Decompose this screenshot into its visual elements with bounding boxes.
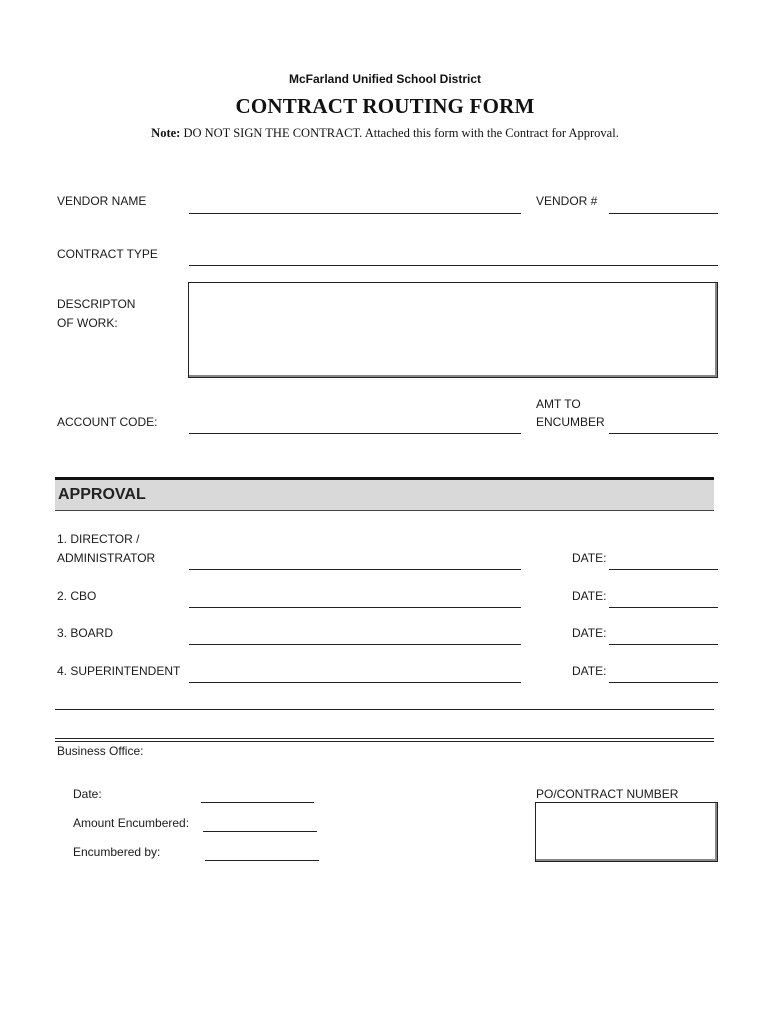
po-contract-number-label: PO/CONTRACT NUMBER: [536, 787, 679, 801]
encumbered-by-input[interactable]: [205, 840, 319, 861]
contract-type-input[interactable]: [189, 245, 718, 266]
po-contract-number-input[interactable]: [535, 802, 718, 862]
approval-heading: APPROVAL: [58, 486, 146, 503]
board-signature-input[interactable]: [189, 624, 521, 645]
approval-header: [55, 477, 714, 511]
cbo-date-label: DATE:: [572, 589, 607, 603]
section-divider: [55, 709, 714, 710]
business-date-label: Date:: [73, 787, 102, 801]
amt-label-line2: ENCUMBER: [536, 415, 605, 429]
director-label-line2: ADMINISTRATOR: [57, 551, 156, 565]
note-text: DO NOT SIGN THE CONTRACT. Attached this form with the Contract for Approval.: [183, 126, 619, 140]
note-label: Note:: [151, 126, 181, 140]
board-label: 3. BOARD: [57, 626, 114, 640]
board-date-input[interactable]: [609, 624, 718, 645]
encumbered-by-label: Encumbered by:: [73, 845, 161, 859]
amt-label-line1: AMT TO: [536, 397, 581, 411]
amount-encumbered-input[interactable]: [203, 811, 317, 832]
superintendent-date-input[interactable]: [609, 662, 718, 683]
description-label-line1: DESCRIPTON: [57, 297, 136, 311]
director-date-input[interactable]: [609, 549, 718, 570]
account-code-label: ACCOUNT CODE:: [57, 415, 158, 429]
contract-type-label: CONTRACT TYPE: [57, 247, 158, 261]
form-title: CONTRACT ROUTING FORM: [235, 94, 535, 118]
director-label-line1: 1. DIRECTOR /: [57, 532, 140, 546]
business-office-heading: Business Office:: [57, 744, 144, 758]
vendor-name-label: VENDOR NAME: [57, 194, 147, 208]
board-date-label: DATE:: [572, 626, 607, 640]
double-divider-top: [55, 738, 714, 739]
cbo-label: 2. CBO: [57, 589, 97, 603]
director-signature-input[interactable]: [189, 549, 521, 570]
district-name: McFarland Unified School District: [288, 72, 482, 86]
amt-to-encumber-input[interactable]: [609, 413, 718, 434]
vendor-number-input[interactable]: [609, 193, 718, 214]
cbo-date-input[interactable]: [609, 587, 718, 608]
vendor-number-label: VENDOR #: [536, 194, 598, 208]
superintendent-label: 4. SUPERINTENDENT: [57, 664, 181, 678]
double-divider-bottom: [55, 741, 714, 742]
cbo-signature-input[interactable]: [189, 587, 521, 608]
amount-encumbered-label: Amount Encumbered:: [73, 816, 190, 830]
account-code-input[interactable]: [189, 413, 521, 434]
vendor-name-input[interactable]: [189, 193, 521, 214]
superintendent-signature-input[interactable]: [189, 662, 521, 683]
description-label-line2: OF WORK:: [57, 316, 118, 330]
superintendent-date-label: DATE:: [572, 664, 607, 678]
business-date-input[interactable]: [201, 782, 314, 803]
director-date-label: DATE:: [572, 551, 607, 565]
description-textarea[interactable]: [188, 282, 718, 378]
form-note: [0, 126, 770, 141]
